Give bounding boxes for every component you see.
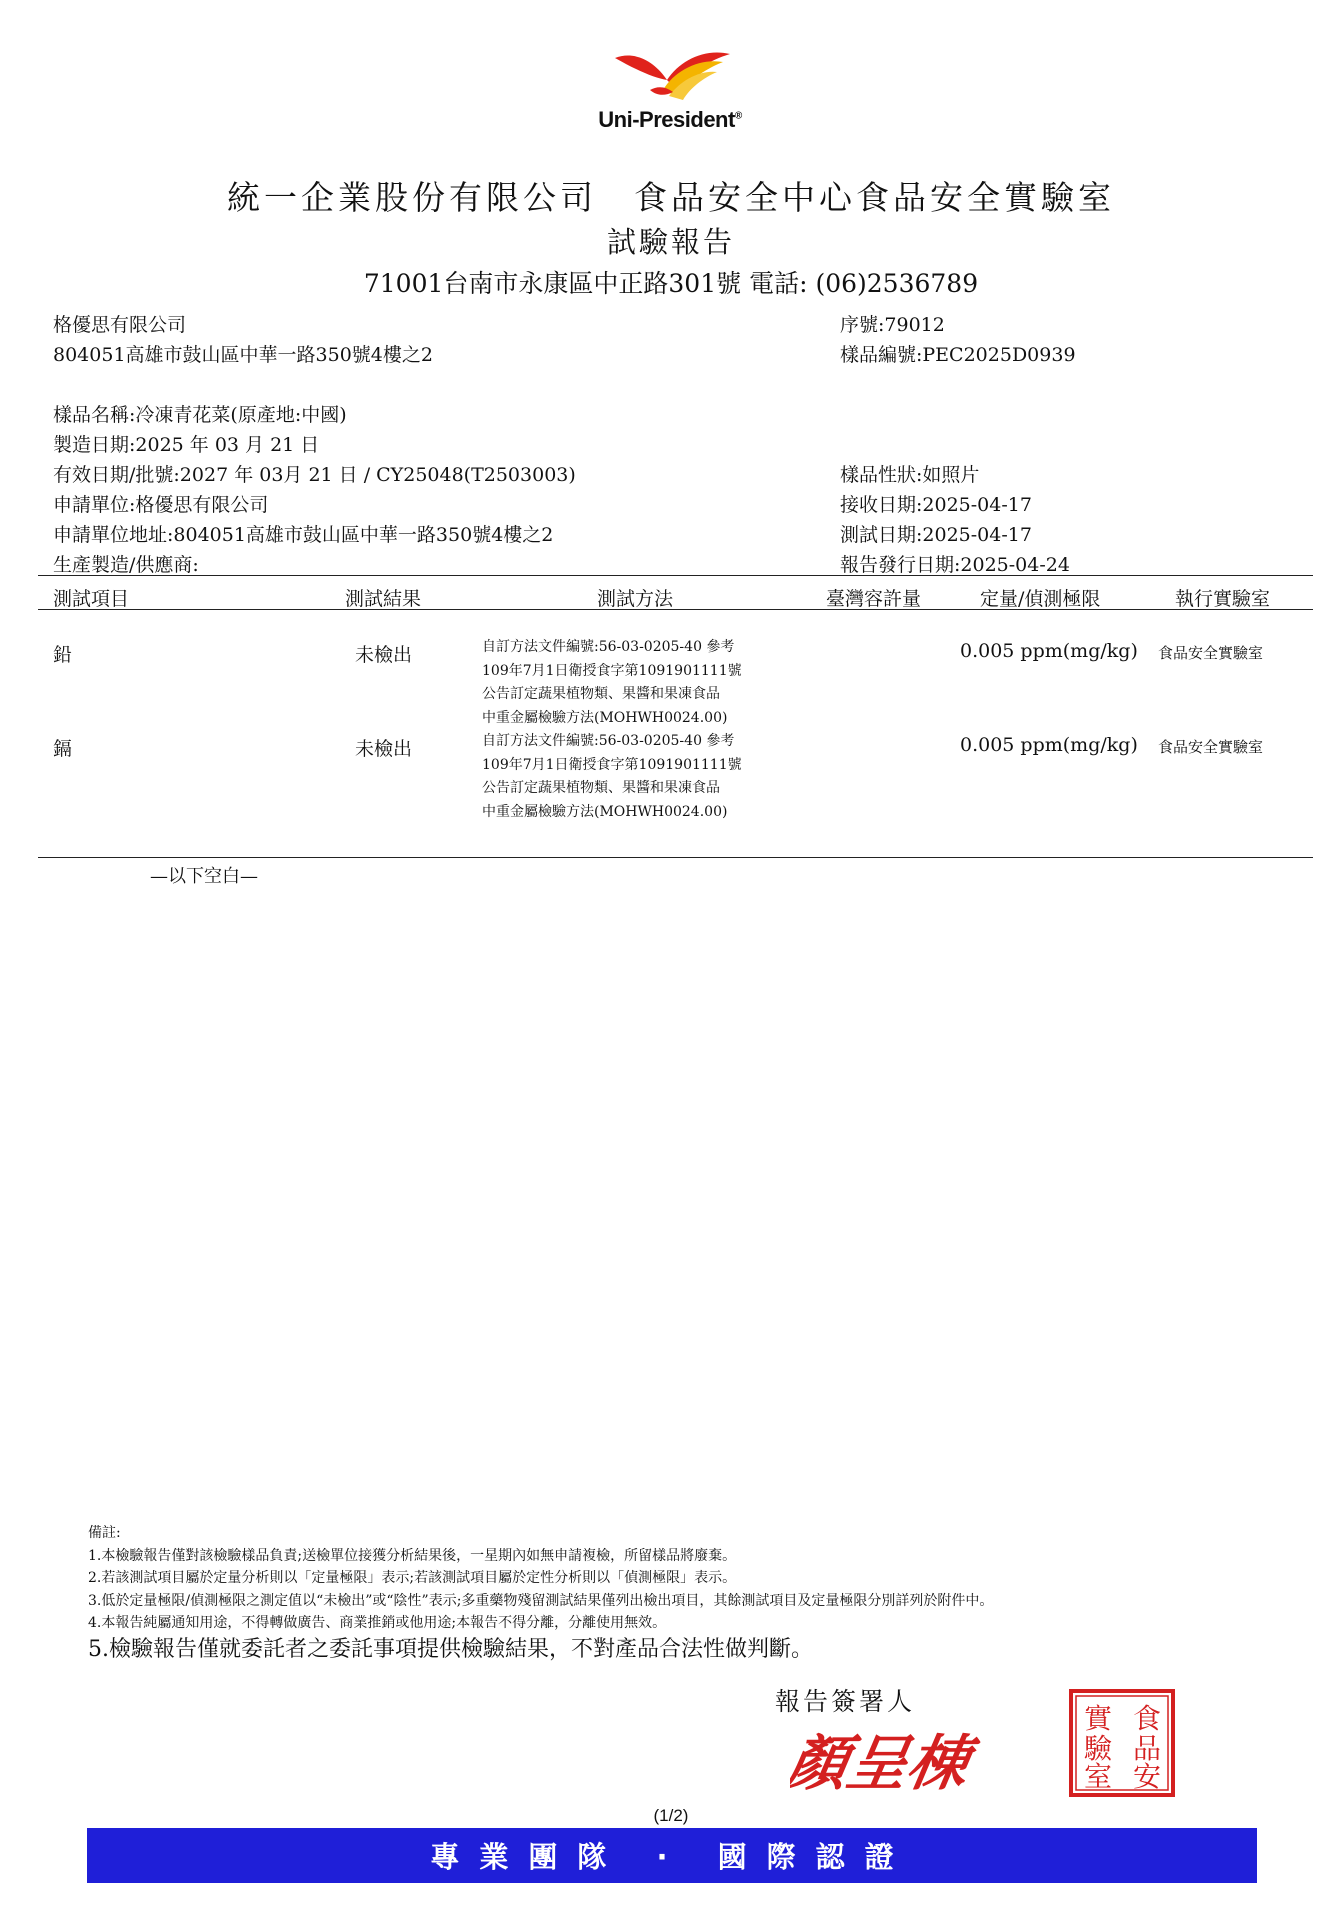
- detection-limit: 0.005 ppm(mg/kg): [960, 640, 1138, 662]
- svg-text:安: 安: [1132, 1760, 1162, 1793]
- svg-text:品: 品: [1132, 1732, 1162, 1765]
- method-line: 公告訂定蔬果植物類、果醬和果凍食品: [482, 686, 720, 702]
- remark-item: 4.本報告純屬通知用途，不得轉做廣告、商業推銷或他用途;本報告不得分離，分離使用無效。: [88, 1615, 667, 1631]
- method-line: 中重金屬檢驗方法(MOHWH0024.00): [482, 803, 728, 820]
- signer-label: 報告簽署人: [775, 1687, 916, 1716]
- manufacture-date: 製造日期:2025 年 03 月 21 日: [53, 434, 320, 456]
- header-detection-limit: 定量/偵測極限: [980, 588, 1101, 610]
- remark-item: 1.本檢驗報告僅對該檢驗樣品負責;送檢單位接獲分析結果後，一星期內如無申請複檢，所留樣品將廢棄。: [88, 1547, 737, 1564]
- test-method: [482, 730, 812, 824]
- page-number: (1/2): [653, 1806, 689, 1825]
- footer-banner: [87, 1828, 1257, 1883]
- lab-address: 71001台南市永康區中正路301號 電話: (06)2536789: [363, 269, 979, 298]
- applicant-address: 申請單位地址:804051高雄市鼓山區中華一路350號4樓之2: [53, 524, 554, 546]
- report-lab-title: 統一企業股份有限公司 食品安全中心食品安全實驗室: [227, 178, 1115, 217]
- svg-text:驗: 驗: [1083, 1732, 1113, 1765]
- producer: 生產製造/供應商:: [53, 554, 199, 576]
- client-name: 格優思有限公司: [53, 314, 187, 336]
- executing-lab: 食品安全實驗室: [1158, 644, 1264, 662]
- test-item: 鉛: [53, 644, 73, 666]
- method-line: 109年7月1日衛授食字第1091901111號: [482, 756, 742, 773]
- method-line: 自訂方法文件編號:56-03-0205-40 參考: [482, 733, 735, 749]
- svg-text:顏呈棟: 顏呈棟: [790, 1728, 974, 1799]
- remark-item: 2.若該測試項目屬於定量分析則以「定量極限」表示;若該測試項目屬於定性分析則以「偵測極限」表示。: [88, 1570, 737, 1586]
- header-test-method: 測試方法: [597, 588, 674, 610]
- report-subtitle: 試驗報告: [606, 225, 735, 259]
- method-line: 109年7月1日衛授食字第1091901111號: [482, 662, 742, 679]
- header-test-result: 測試結果: [345, 588, 422, 610]
- received-date: 接收日期:2025-04-17: [840, 494, 1032, 516]
- serial-number: 序號:79012: [840, 314, 945, 336]
- method-line: 自訂方法文件編號:56-03-0205-40 參考: [482, 639, 735, 655]
- logo-brand-text: Uni-President®: [598, 107, 742, 132]
- applicant: 申請單位:格優思有限公司: [53, 494, 269, 516]
- client-address: 804051高雄市鼓山區中華一路350號4樓之2: [53, 344, 433, 366]
- sample-number: 樣品編號:PEC2025D0939: [840, 344, 1076, 366]
- table-bottom-rule: [38, 857, 1313, 858]
- header-taiwan-allowance: 臺灣容許量: [826, 588, 922, 610]
- table-header-rule: [38, 609, 1313, 610]
- svg-text:實: 實: [1083, 1702, 1113, 1735]
- header-executing-lab: 執行實驗室: [1175, 588, 1271, 610]
- lab-seal-stamp-icon: [1068, 1688, 1176, 1798]
- remarks-section: [88, 1522, 993, 1665]
- handwritten-signature-icon: [790, 1722, 1015, 1802]
- sample-name: 樣品名稱:冷凍青花菜(原產地:中國): [53, 404, 347, 426]
- method-line: 中重金屬檢驗方法(MOHWH0024.00): [482, 709, 728, 726]
- test-result: 未檢出: [355, 738, 413, 760]
- test-method: [482, 636, 812, 730]
- svg-text:室: 室: [1083, 1760, 1113, 1793]
- detection-limit: 0.005 ppm(mg/kg): [960, 734, 1138, 756]
- table-top-rule: [38, 575, 1313, 576]
- executing-lab: 食品安全實驗室: [1158, 738, 1264, 756]
- test-result: 未檢出: [355, 644, 413, 666]
- remarks-heading: 備註:: [88, 1525, 121, 1541]
- test-item: 鎘: [53, 738, 73, 760]
- footer-slogan: 專業團隊 · 國際認證: [430, 1840, 914, 1874]
- method-line: 公告訂定蔬果植物類、果醬和果凍食品: [482, 780, 720, 796]
- issue-date: 報告發行日期:2025-04-24: [840, 554, 1070, 576]
- test-date: 測試日期:2025-04-17: [840, 524, 1032, 546]
- expiry-batch: 有效日期/批號:2027 年 03月 21 日 / CY25048(T2503003): [53, 464, 576, 486]
- remark-item: 3.低於定量極限/偵測極限之測定值以“未檢出”或“陰性”表示;多重藥物殘留測試結果僅列出檢出項目，其餘測試項目及定量極限分別詳列於附件中。: [88, 1592, 994, 1609]
- uni-president-logo-icon: [595, 40, 745, 150]
- remark-item: 5.檢驗報告僅就委託者之委託事項提供檢驗結果，不對產品合法性做判斷。: [88, 1636, 813, 1662]
- sample-appearance: 樣品性狀:如照片: [840, 464, 980, 486]
- svg-text:食: 食: [1132, 1702, 1162, 1735]
- header-test-item: 測試項目: [53, 588, 130, 610]
- blank-below-note: —以下空白—: [150, 866, 258, 887]
